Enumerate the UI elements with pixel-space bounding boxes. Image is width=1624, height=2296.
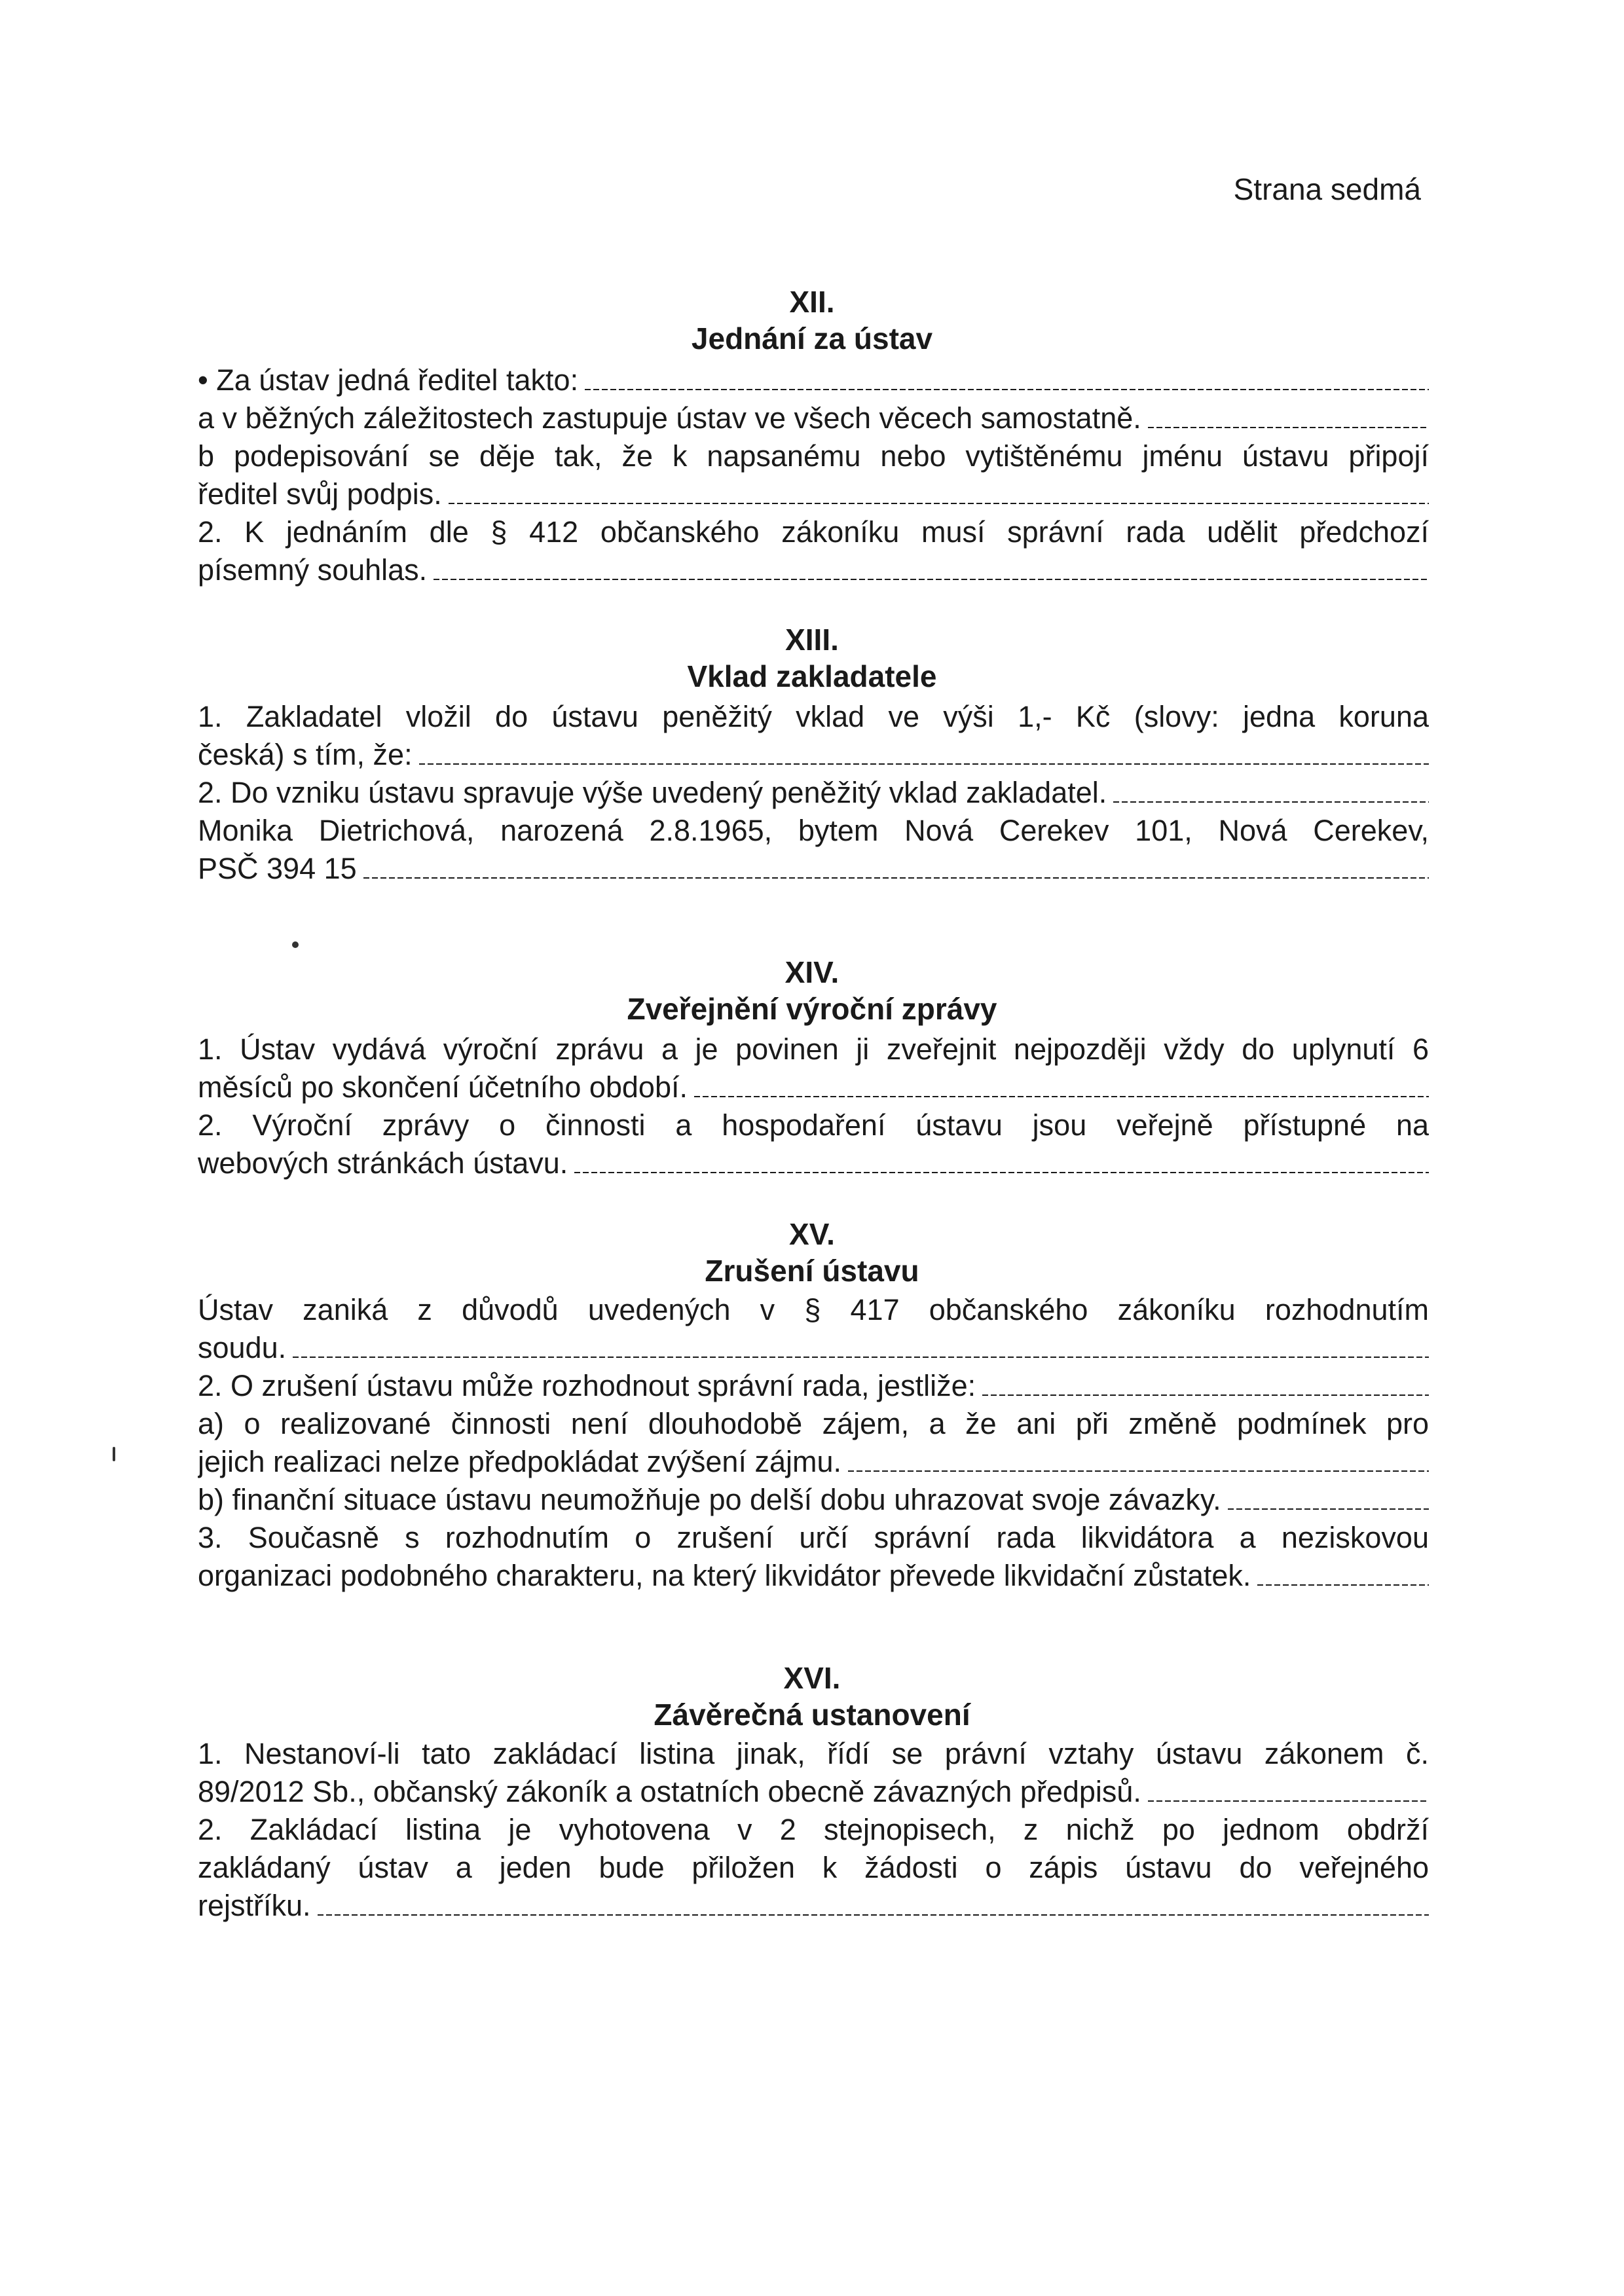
- section-xv-line: Ústav zaniká z důvodů uvedených v § 417 občanského zákoníku rozhodnutím: [198, 1293, 1429, 1326]
- section-xv-line: b) finanční situace ústavu neumožňuje po delší dobu uhrazovat svoje závazky.: [198, 1481, 1429, 1519]
- section-xiii-line: PSČ 394 15: [198, 850, 1429, 888]
- section-xiii-line: 1. Zakladatel vložil do ústavu peněžitý vklad ve výši 1,- Kč (slovy: jedna koruna: [198, 700, 1429, 733]
- section-xii-line: ředitel svůj podpis.: [198, 475, 1429, 513]
- section-xii-number: XII.: [789, 285, 835, 319]
- section-xiii-line: Monika Dietrichová, narozená 2.8.1965, bytem Nová Cerekev 101, Nová Cerekev,: [198, 814, 1429, 847]
- section-xvi-line: 89/2012 Sb., občanský zákoník a ostatních obecně závazných předpisů.: [198, 1773, 1429, 1811]
- section-xv-title: Zrušení ústavu: [705, 1254, 919, 1288]
- section-xvi-line: 2. Zakládací listina je vyhotovena v 2 stejnopisech, z nichž po jednom obdrží: [198, 1813, 1429, 1846]
- section-xvi-number: XVI.: [783, 1661, 841, 1695]
- section-xv-line: soudu.: [198, 1329, 1429, 1367]
- section-xv-line: 2. O zrušení ústavu může rozhodnout správní rada, jestliže:: [198, 1367, 1429, 1405]
- section-xiii-number: XIII.: [785, 623, 839, 657]
- section-xii-line: a v běžných záležitostech zastupuje ústav ve všech věcech samostatně.: [198, 399, 1429, 437]
- section-xiii-title: Vklad zakladatele: [687, 659, 937, 693]
- section-xiii-line: 2. Do vzniku ústavu spravuje výše uvedený peněžitý vklad zakladatel.: [198, 774, 1429, 812]
- speck-mark: [292, 941, 299, 948]
- section-xiv-title: Zveřejnění výroční zprávy: [627, 992, 997, 1026]
- section-xii-line: písemný souhlas.: [198, 551, 1429, 589]
- section-xvi-title: Závěrečná ustanovení: [654, 1698, 970, 1732]
- section-xvi-line: rejstříku.: [198, 1887, 1429, 1925]
- section-xiv-line: webových stránkách ústavu.: [198, 1144, 1429, 1182]
- section-xiv-number: XIV.: [784, 955, 840, 989]
- section-xii-line: b podepisování se děje tak, že k napsanému nebo vytištěnému jménu ústavu připojí: [198, 439, 1429, 473]
- section-xv-line: a) o realizované činnosti není dlouhodobě zájem, a že ani při změně podmínek pro: [198, 1407, 1429, 1440]
- section-xii-line: 2. K jednáním dle § 412 občanského zákoníku musí správní rada udělit předchozí: [198, 515, 1429, 549]
- section-xvi-line: 1. Nestanoví-li tato zakládací listina jinak, řídí se právní vztahy ústavu zákonem č.: [198, 1737, 1429, 1770]
- section-xv-line: organizaci podobného charakteru, na který likvidátor převede likvidační zůstatek.: [198, 1557, 1429, 1595]
- section-xiv-line: 2. Výroční zprávy o činnosti a hospodaření ústavu jsou veřejně přístupné na: [198, 1108, 1429, 1142]
- section-xii-title: Jednání za ústav: [691, 321, 933, 355]
- section-xv-line: jejich realizaci nelze předpokládat zvýšení zájmu.: [198, 1443, 1429, 1481]
- section-xv-line: 3. Současně s rozhodnutím o zrušení určí správní rada likvidátora a neziskovou: [198, 1521, 1429, 1554]
- page-number: Strana sedmá: [1233, 172, 1421, 206]
- section-xv-number: XV.: [789, 1217, 835, 1251]
- section-xiii-line: česká) s tím, že:: [198, 736, 1429, 774]
- section-xiv-line: 1. Ústav vydává výroční zprávu a je povinen ji zveřejnit nejpozději vždy do uplynutí 6: [198, 1032, 1429, 1066]
- section-xii-line: • Za ústav jedná ředitel takto:: [198, 361, 1429, 399]
- section-xvi-line: zakládaný ústav a jeden bude přiložen k žádosti o zápis ústavu do veřejného: [198, 1851, 1429, 1884]
- section-xiv-line: měsíců po skončení účetního období.: [198, 1068, 1429, 1106]
- speck-mark: [113, 1447, 115, 1461]
